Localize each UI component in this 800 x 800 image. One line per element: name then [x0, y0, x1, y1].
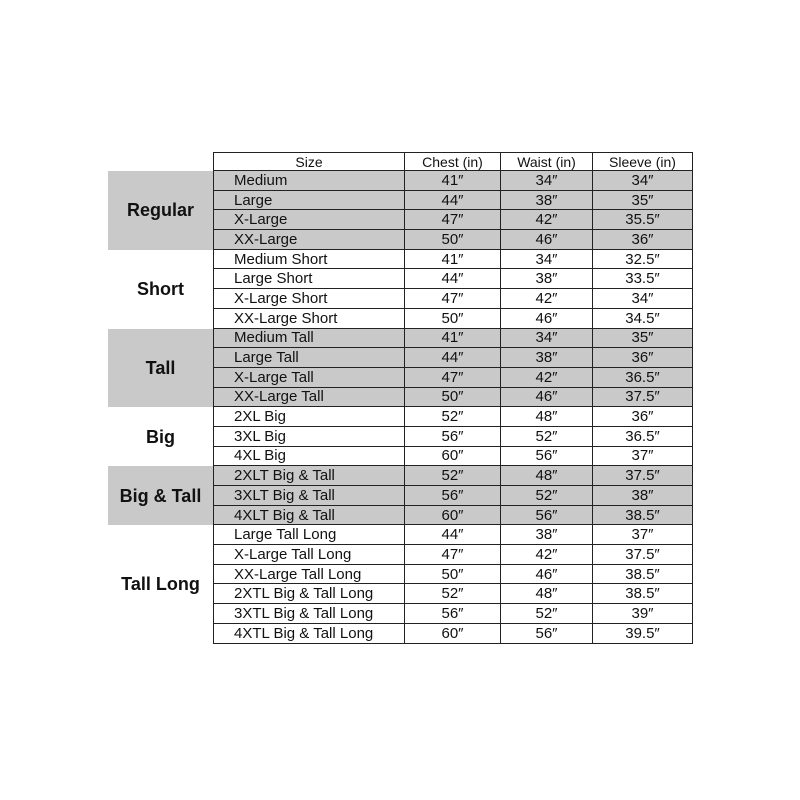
size-cell: X-Large Tall Long — [214, 545, 405, 564]
size-cell: Large — [214, 191, 405, 210]
chest-cell: 52″ — [405, 584, 501, 603]
sleeve-cell: 39″ — [631, 604, 654, 622]
table-row — [214, 427, 692, 447]
group-label: Big — [146, 426, 175, 447]
table-row — [214, 191, 692, 211]
sleeve-cell: 35″ — [631, 329, 654, 347]
size-cell: 3XL Big — [214, 427, 405, 446]
sleeve-cell: 33.5″ — [625, 270, 660, 288]
table-row — [214, 269, 692, 289]
chest-cell: 44″ — [405, 525, 501, 544]
table-row — [214, 486, 692, 506]
size-groups — [108, 171, 693, 644]
size-cell: 2XLT Big & Tall — [214, 466, 405, 485]
waist-cell: 46″ — [501, 309, 593, 328]
size-cell: 4XTL Big & Tall Long — [214, 624, 405, 643]
chest-cell: 41″ — [405, 250, 501, 269]
sleeve-cell: 36″ — [631, 408, 654, 426]
table-row — [214, 210, 692, 230]
sleeve-cell: 38″ — [631, 486, 654, 504]
chest-cell: 41″ — [405, 329, 501, 348]
group-rows — [213, 329, 693, 408]
sleeve-cell: 36″ — [631, 230, 654, 248]
waist-cell: 42″ — [501, 545, 593, 564]
chest-cell: 52″ — [405, 407, 501, 426]
chest-cell: 41″ — [405, 171, 501, 190]
table-row — [214, 250, 692, 270]
table-row — [214, 565, 692, 585]
chest-cell: 44″ — [405, 269, 501, 288]
size-cell: XX-Large Tall — [214, 388, 405, 407]
header-sleeve: Sleeve (in) — [609, 153, 676, 170]
sleeve-cell: 38.5″ — [625, 506, 660, 524]
table-row — [214, 525, 692, 545]
sleeve-cell: 34.5″ — [625, 309, 660, 327]
size-cell: Medium — [214, 171, 405, 190]
group-rows — [213, 171, 693, 250]
group-label: Regular — [126, 200, 195, 221]
waist-cell: 38″ — [501, 191, 593, 210]
waist-cell: 38″ — [501, 348, 593, 367]
waist-cell: 34″ — [501, 171, 593, 190]
group-label: Tall Long — [121, 574, 200, 595]
waist-cell: 46″ — [501, 230, 593, 249]
sleeve-cell: 35.5″ — [625, 211, 660, 229]
sleeve-cell: 38.5″ — [625, 565, 660, 583]
group-label: Big & Tall — [119, 485, 202, 506]
chest-cell: 60″ — [405, 447, 501, 466]
waist-cell: 38″ — [501, 525, 593, 544]
sleeve-cell: 39.5″ — [625, 624, 660, 642]
size-group — [108, 525, 693, 643]
size-cell: 3XLT Big & Tall — [214, 486, 405, 505]
chest-cell: 60″ — [405, 624, 501, 643]
size-cell: X-Large Tall — [214, 368, 405, 387]
chest-cell: 50″ — [405, 309, 501, 328]
waist-cell: 52″ — [501, 486, 593, 505]
group-label: Tall — [145, 357, 176, 378]
header-spacer — [108, 152, 213, 171]
table-row — [214, 506, 692, 526]
waist-cell: 34″ — [501, 250, 593, 269]
chest-cell: 50″ — [405, 565, 501, 584]
waist-cell: 48″ — [501, 584, 593, 603]
table-row — [214, 604, 692, 624]
header-size: Size — [214, 153, 405, 170]
waist-cell: 42″ — [501, 289, 593, 308]
table-row — [214, 368, 692, 388]
sleeve-cell: 32.5″ — [625, 250, 660, 268]
chest-cell: 50″ — [405, 388, 501, 407]
group-rows — [213, 525, 693, 643]
waist-cell: 56″ — [501, 624, 593, 643]
size-cell: Large Tall — [214, 348, 405, 367]
size-cell: 2XTL Big & Tall Long — [214, 584, 405, 603]
size-cell: X-Large — [214, 210, 405, 229]
group-rows — [213, 250, 693, 329]
group-label: Short — [137, 279, 184, 300]
sleeve-cell: 36.5″ — [625, 427, 660, 445]
sleeve-cell: 37″ — [631, 526, 654, 544]
chest-cell: 56″ — [405, 486, 501, 505]
sleeve-cell: 37.5″ — [625, 388, 660, 406]
chest-cell: 56″ — [405, 427, 501, 446]
size-group — [108, 171, 693, 250]
size-group — [108, 329, 693, 408]
waist-cell: 48″ — [501, 466, 593, 485]
sleeve-cell: 37.5″ — [625, 545, 660, 563]
chest-cell: 56″ — [405, 604, 501, 623]
sleeve-cell: 36.5″ — [625, 368, 660, 386]
table-row — [214, 289, 692, 309]
size-cell: X-Large Short — [214, 289, 405, 308]
chest-cell: 50″ — [405, 230, 501, 249]
table-row — [214, 584, 692, 604]
waist-cell: 52″ — [501, 427, 593, 446]
size-cell: 3XTL Big & Tall Long — [214, 604, 405, 623]
waist-cell: 48″ — [501, 407, 593, 426]
size-cell: Medium Short — [214, 250, 405, 269]
sleeve-cell: 34″ — [631, 289, 654, 307]
waist-cell: 52″ — [501, 604, 593, 623]
table-row — [214, 309, 692, 329]
table-row — [214, 171, 692, 191]
chest-cell: 47″ — [405, 210, 501, 229]
table-row — [214, 230, 692, 250]
size-cell: Large Tall Long — [214, 525, 405, 544]
group-rows — [213, 407, 693, 466]
sleeve-cell: 36″ — [631, 349, 654, 367]
chest-cell: 47″ — [405, 368, 501, 387]
size-chart-table — [108, 152, 693, 644]
table-row — [214, 329, 692, 349]
waist-cell: 42″ — [501, 210, 593, 229]
sleeve-cell: 37.5″ — [625, 467, 660, 485]
sleeve-cell: 38.5″ — [625, 585, 660, 603]
size-cell: 4XL Big — [214, 447, 405, 466]
group-rows — [213, 466, 693, 525]
chest-cell: 47″ — [405, 545, 501, 564]
waist-cell: 34″ — [501, 329, 593, 348]
chest-cell: 52″ — [405, 466, 501, 485]
table-row — [214, 407, 692, 427]
header-cells — [213, 152, 693, 171]
table-row — [214, 466, 692, 486]
waist-cell: 56″ — [501, 447, 593, 466]
header-waist: Waist (in) — [501, 153, 593, 170]
size-group — [108, 250, 693, 329]
table-row — [214, 447, 692, 467]
size-group — [108, 407, 693, 466]
table-row — [214, 388, 692, 408]
waist-cell: 56″ — [501, 506, 593, 525]
header-row — [108, 152, 693, 171]
sleeve-cell: 35″ — [631, 191, 654, 209]
size-cell: 4XLT Big & Tall — [214, 506, 405, 525]
table-row — [214, 624, 692, 644]
size-cell: XX-Large — [214, 230, 405, 249]
waist-cell: 38″ — [501, 269, 593, 288]
waist-cell: 46″ — [501, 388, 593, 407]
header-chest: Chest (in) — [405, 153, 501, 170]
sleeve-cell: 34″ — [631, 171, 654, 189]
size-cell: Large Short — [214, 269, 405, 288]
size-cell: XX-Large Tall Long — [214, 565, 405, 584]
size-cell: XX-Large Short — [214, 309, 405, 328]
size-group — [108, 466, 693, 525]
table-row — [214, 545, 692, 565]
waist-cell: 42″ — [501, 368, 593, 387]
waist-cell: 46″ — [501, 565, 593, 584]
size-cell: 2XL Big — [214, 407, 405, 426]
chest-cell: 44″ — [405, 348, 501, 367]
chest-cell: 44″ — [405, 191, 501, 210]
chest-cell: 60″ — [405, 506, 501, 525]
chest-cell: 47″ — [405, 289, 501, 308]
sleeve-cell: 37″ — [631, 447, 654, 465]
table-row — [214, 348, 692, 368]
size-cell: Medium Tall — [214, 329, 405, 348]
